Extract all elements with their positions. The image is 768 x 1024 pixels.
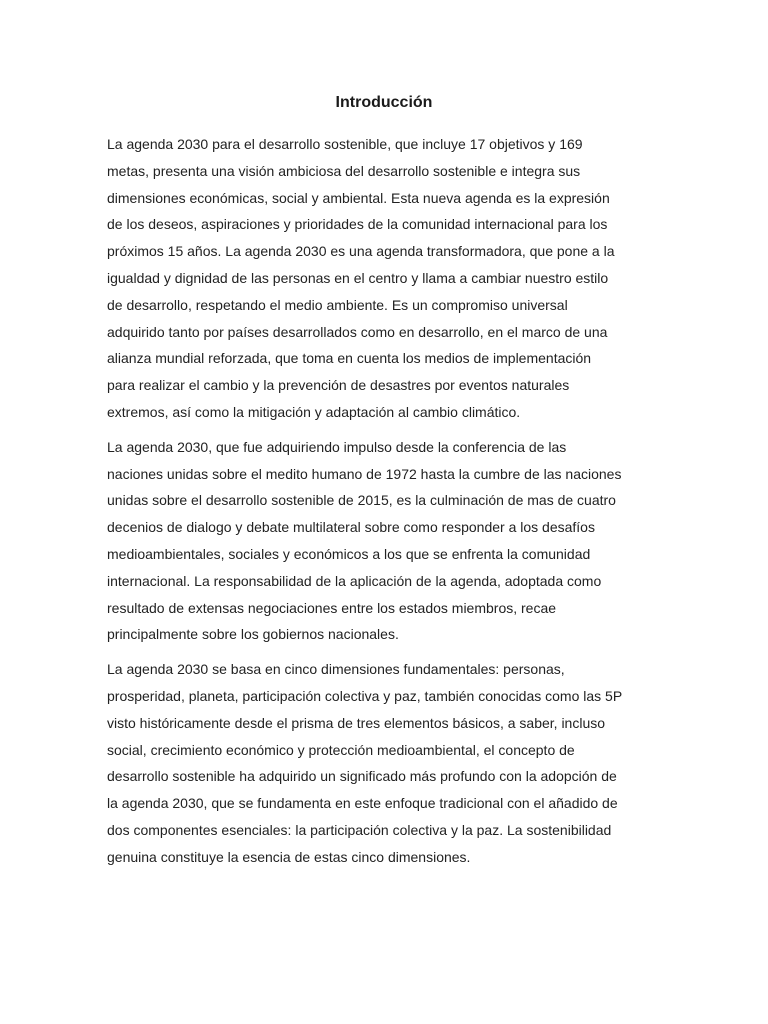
text-line: dos componentes esenciales: la participación colectiva y la paz. La sostenibilidad xyxy=(107,821,612,838)
document-body xyxy=(107,131,667,879)
text-line: igualdad y dignidad de las personas en el centro y llama a cambiar nuestro estilo xyxy=(107,269,609,286)
text-line: de los deseos, aspiraciones y prioridades de la comunidad internacional para los xyxy=(107,216,608,233)
text-line: próximos 15 años. La agenda 2030 es una agenda transformadora, que pone a la xyxy=(107,243,615,260)
text-line: internacional. La responsabilidad de la aplicación de la agenda, adoptada como xyxy=(107,572,602,589)
text-line: La agenda 2030, que fue adquiriendo impulso desde la conferencia de las xyxy=(107,438,567,455)
document-title: Introducción xyxy=(335,94,433,111)
text-line: La agenda 2030 para el desarrollo sostenible, que incluye 17 objetivos y 169 xyxy=(107,136,583,152)
text-line: decenios de dialogo y debate multilateral sobre como responder a los desafíos xyxy=(107,519,595,536)
text-line: resultado de extensas negociaciones entre los estados miembros, recae xyxy=(107,599,557,616)
paragraph-1 xyxy=(107,131,667,426)
text-line: principalmente sobre los gobiernos nacionales. xyxy=(107,626,399,643)
text-line: dimensiones económicas, social y ambiental. Esta nueva agenda es la expresión xyxy=(107,189,610,206)
text-line: prosperidad, planeta, participación colectiva y paz, también conocidas como las 5P xyxy=(107,687,623,704)
paragraph-3 xyxy=(107,656,667,870)
text-line: social, crecimiento económico y protección medioambiental, el concepto de xyxy=(107,741,575,758)
text-line: la agenda 2030, que se fundamenta en este enfoque tradicional con el añadido de xyxy=(107,795,618,812)
text-line: para realizar el cambio y la prevención de desastres por eventos naturales xyxy=(107,377,570,394)
paragraph-2 xyxy=(107,434,667,648)
text-line: visto históricamente desde el prisma de tres elementos básicos, a saber, incluso xyxy=(107,714,606,731)
text-line: de desarrollo, respetando el medio ambiente. Es un compromiso universal xyxy=(107,296,568,313)
text-line: naciones unidas sobre el medito humano de 1972 hasta la cumbre de las naciones xyxy=(107,465,622,482)
text-line: extremos, así como la mitigación y adaptación al cambio climático. xyxy=(107,403,521,420)
text-line: desarrollo sostenible ha adquirido un significado más profundo con la adopción de xyxy=(107,768,617,785)
text-line: medioambientales, sociales y económicos a los que se enfrenta la comunidad xyxy=(107,545,591,562)
text-line: La agenda 2030 se basa en cinco dimensiones fundamentales: personas, xyxy=(107,661,565,678)
text-line: adquirido tanto por países desarrollados como en desarrollo, en el marco de una xyxy=(107,323,608,340)
text-line: metas, presenta una visión ambiciosa del desarrollo sostenible e integra sus xyxy=(107,162,581,179)
text-line: genuina constituye la esencia de estas cinco dimensiones. xyxy=(107,848,471,865)
text-line: unidas sobre el desarrollo sostenible de 2015, es la culminación de mas de cuatro xyxy=(107,492,616,509)
text-line: alianza mundial reforzada, que toma en cuenta los medios de implementación xyxy=(107,350,592,367)
